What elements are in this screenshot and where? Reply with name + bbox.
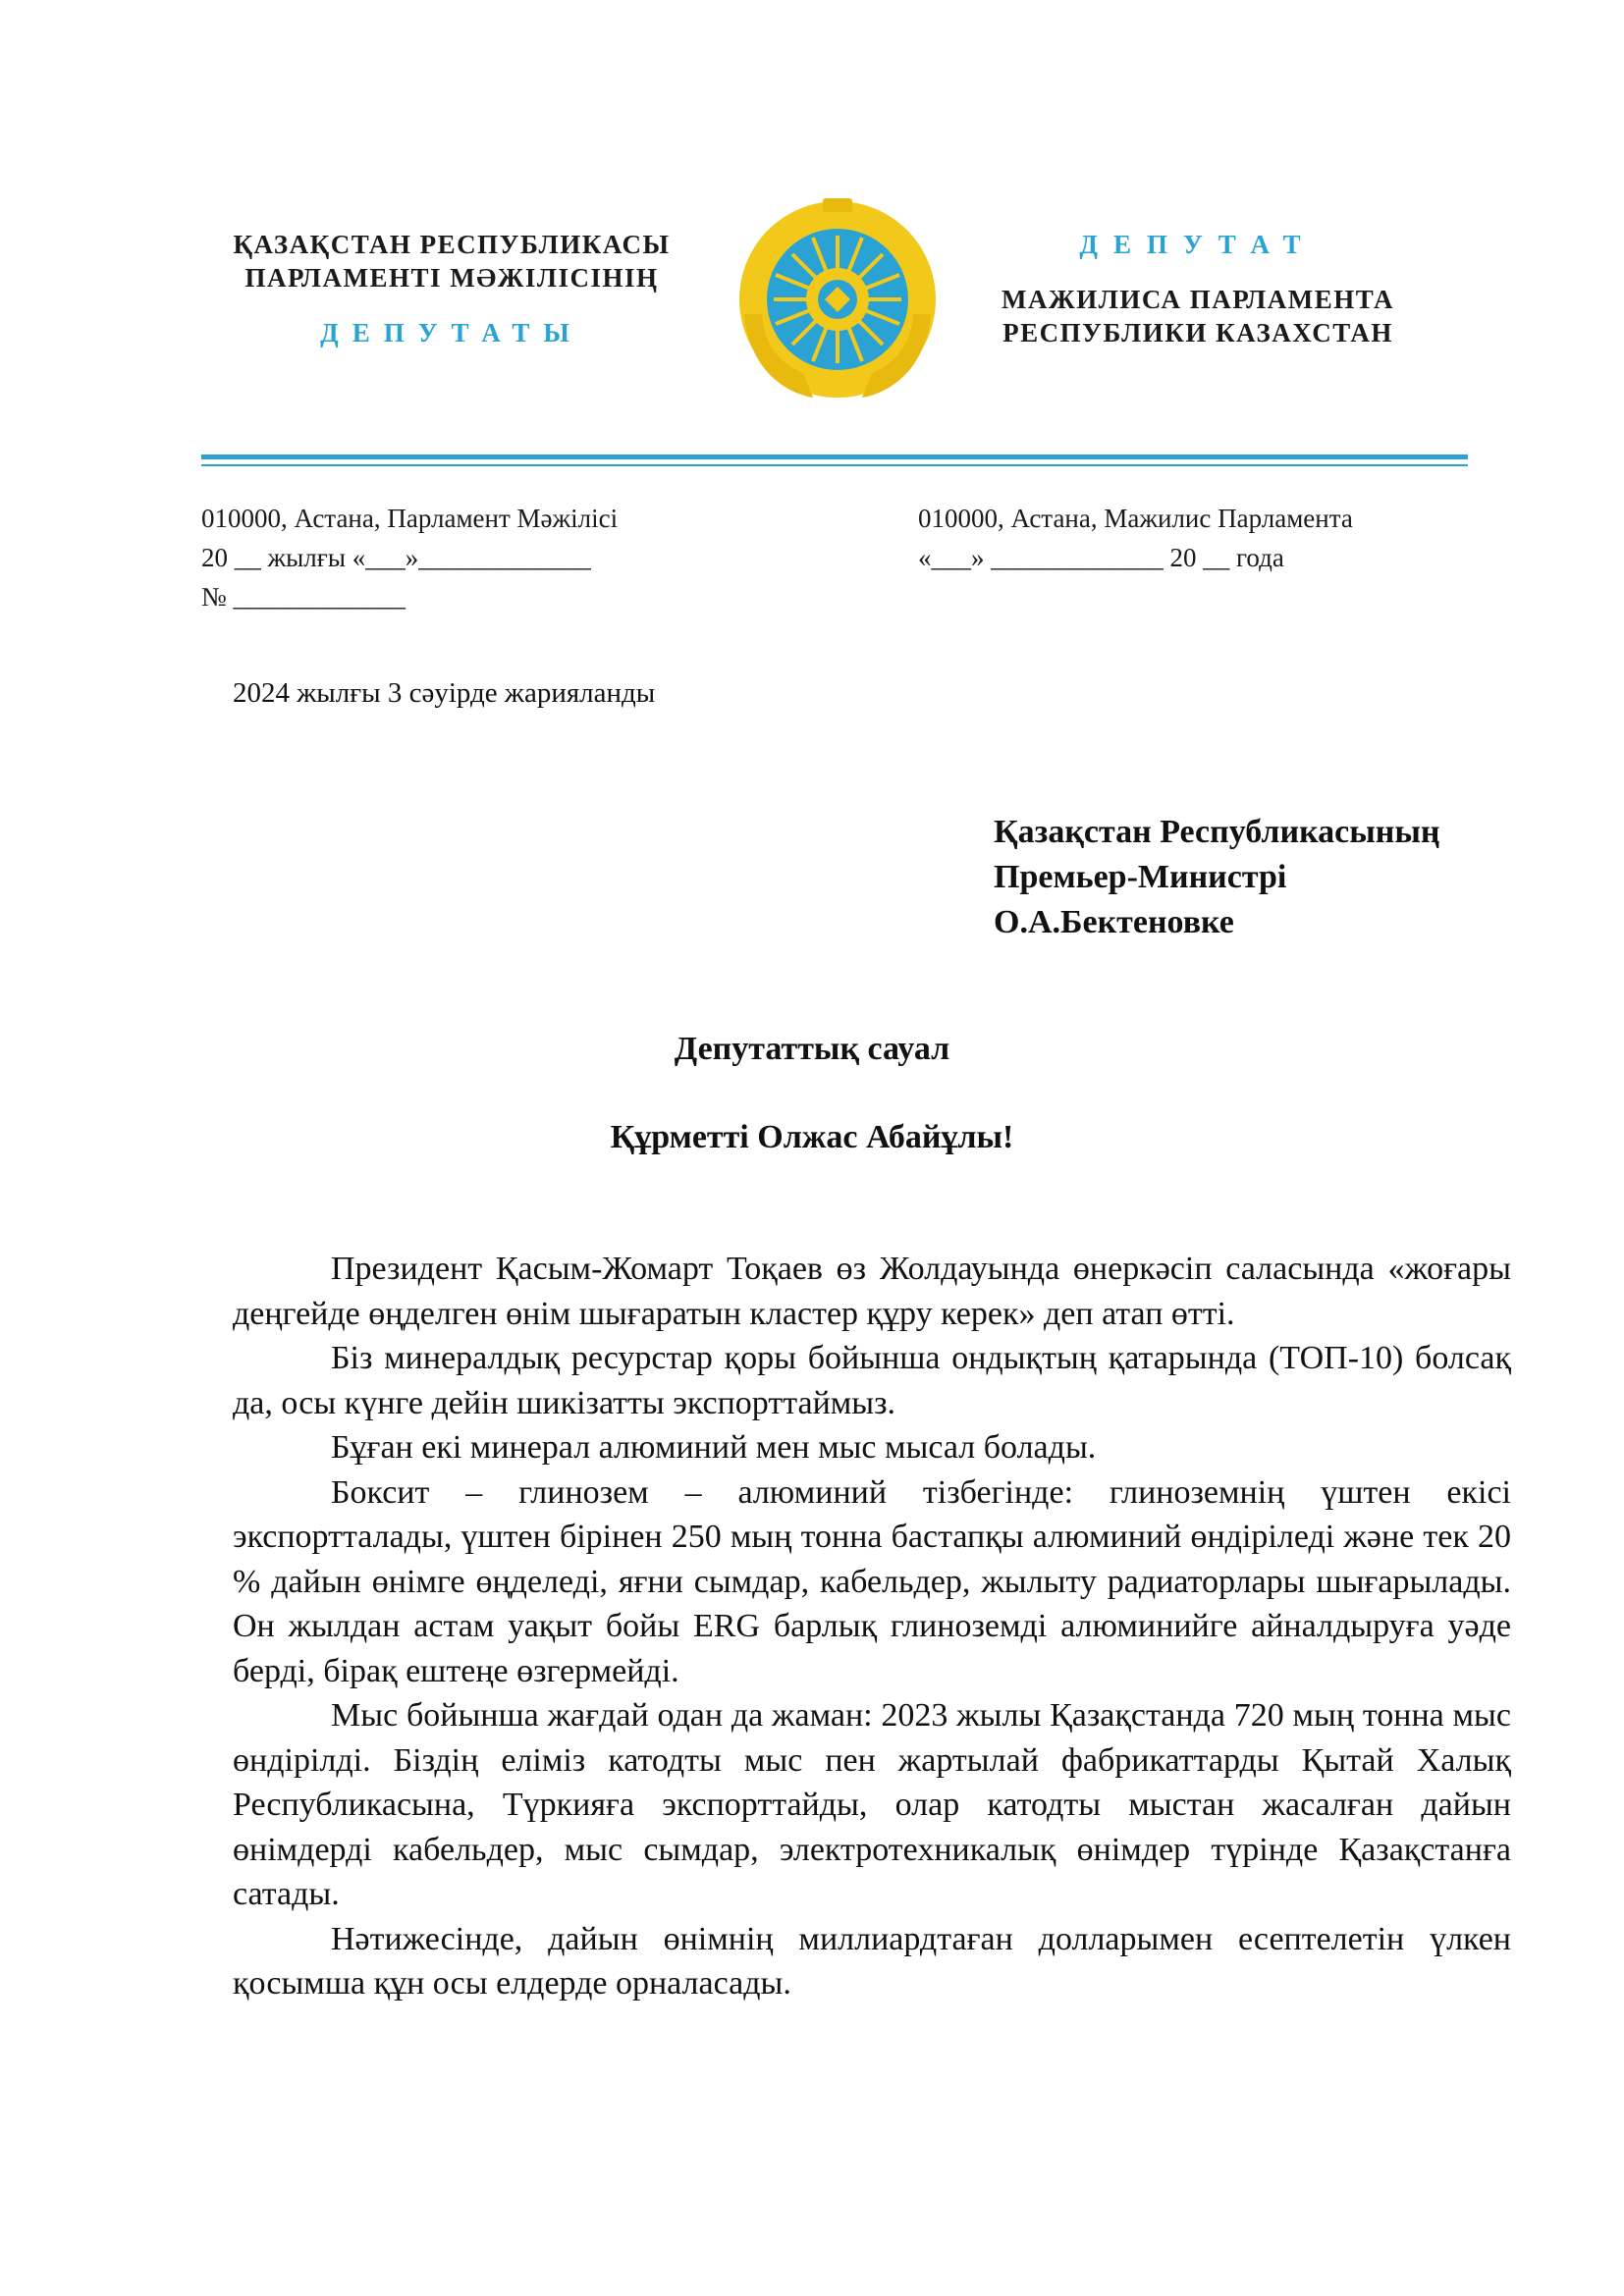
address-right: [918, 499, 1353, 577]
address-left-line1: 010000, Астана, Парламент Мәжілісі: [201, 504, 619, 533]
published-date: 2024 жылғы 3 сәуірде жарияланды: [233, 677, 656, 709]
letterhead-left-line2: ПАРЛАМЕНТІ МӘЖІЛІСІНІҢ: [244, 263, 659, 293]
letterhead-right-line3: РЕСПУБЛИКИ КАЗАХСТАН: [1002, 318, 1393, 347]
salutation: Құрметті Олжас Абайұлы!: [610, 1119, 1014, 1155]
body-paragraph: Боксит – глинозем – алюминий тізбегінде: глиноземнің үштен екісі экспортталады, үштен бірінен 250 мың тонна бастапқы алюминий өндіріледі және тек 20 % дайын өнімге өңделеді, яғни сымдар, кабельдер, жылыту радиаторлары шығарылады. Он жылдан астам уақыт бойы ERG барлық глиноземді алюминийге айналдыруға уәде берді, бірақ ештеңе өзгермейді.: [233, 1473, 1511, 1689]
address-left: [201, 499, 618, 616]
body-paragraph: Президент Қасым-Жомарт Тоқаев өз Жолдауында өнеркәсіп саласында «жоғары деңгейде өңделген өнім шығаратын кластер құру керек» деп атап өтті.: [233, 1251, 1511, 1332]
body-paragraph: Нәтижесінде, дайын өнімнің миллиардтаған долларымен есептелетін үлкен қосымша құн осы елдерде орналасады.: [233, 1920, 1511, 2002]
document-title: Депутаттық сауал: [674, 1031, 950, 1067]
address-left-line3: № _____________: [201, 582, 406, 612]
letterhead-right-deputy: ДЕПУТАТ: [1079, 230, 1317, 259]
addressee-line2: Премьер-Министрі: [994, 859, 1287, 895]
state-emblem-icon: [734, 196, 941, 402]
addressee: [994, 810, 1440, 945]
letterhead-left: [196, 228, 707, 349]
body-paragraph: Мыс бойынша жағдай одан да жаман: 2023 жылы Қазақстанда 720 мың тонна мыс өндірілді. Біздің еліміз катодты мыс пен жартылай фабрикаттарды Қытай Халық Республикасына, Түркияға экспорттайды, олар катодты мыстан жасалған дайын өнімдерді кабельдер, мыс сымдар, электротехникалық өнімдер түрінде Қазақстанға сатады.: [233, 1697, 1511, 1912]
addressee-line3: О.А.Бектеновке: [994, 904, 1234, 940]
letterhead-divider-thick: [201, 454, 1468, 459]
body-paragraph: Біз минералдық ресурстар қоры бойынша ондықтың қатарында (ТОП-10) болсақ да, осы күнге дейін шикізатты экспорттаймыз.: [233, 1340, 1511, 1421]
address-left-line2: 20 __ жылғы «___»_____________: [201, 543, 591, 572]
letterhead-divider-thin: [201, 464, 1468, 466]
address-right-line2: «___» _____________ 20 __ года: [918, 543, 1284, 572]
letterhead-right-line2: МАЖИЛИСА ПАРЛАМЕНТА: [1001, 285, 1394, 314]
document-body: [233, 1247, 1511, 2006]
letterhead-left-line1: ҚАЗАҚСТАН РЕСПУБЛИКАСЫ: [233, 230, 671, 259]
letterhead-right: [943, 228, 1453, 349]
body-paragraph: Бұған екі минерал алюминий мен мыс мысал болады.: [331, 1429, 1097, 1466]
address-right-line1: 010000, Астана, Мажилис Парламента: [918, 504, 1353, 533]
letterhead-left-deputy: ДЕПУТАТЫ: [320, 318, 583, 347]
addressee-line1: Қазақстан Республикасының: [994, 814, 1440, 850]
